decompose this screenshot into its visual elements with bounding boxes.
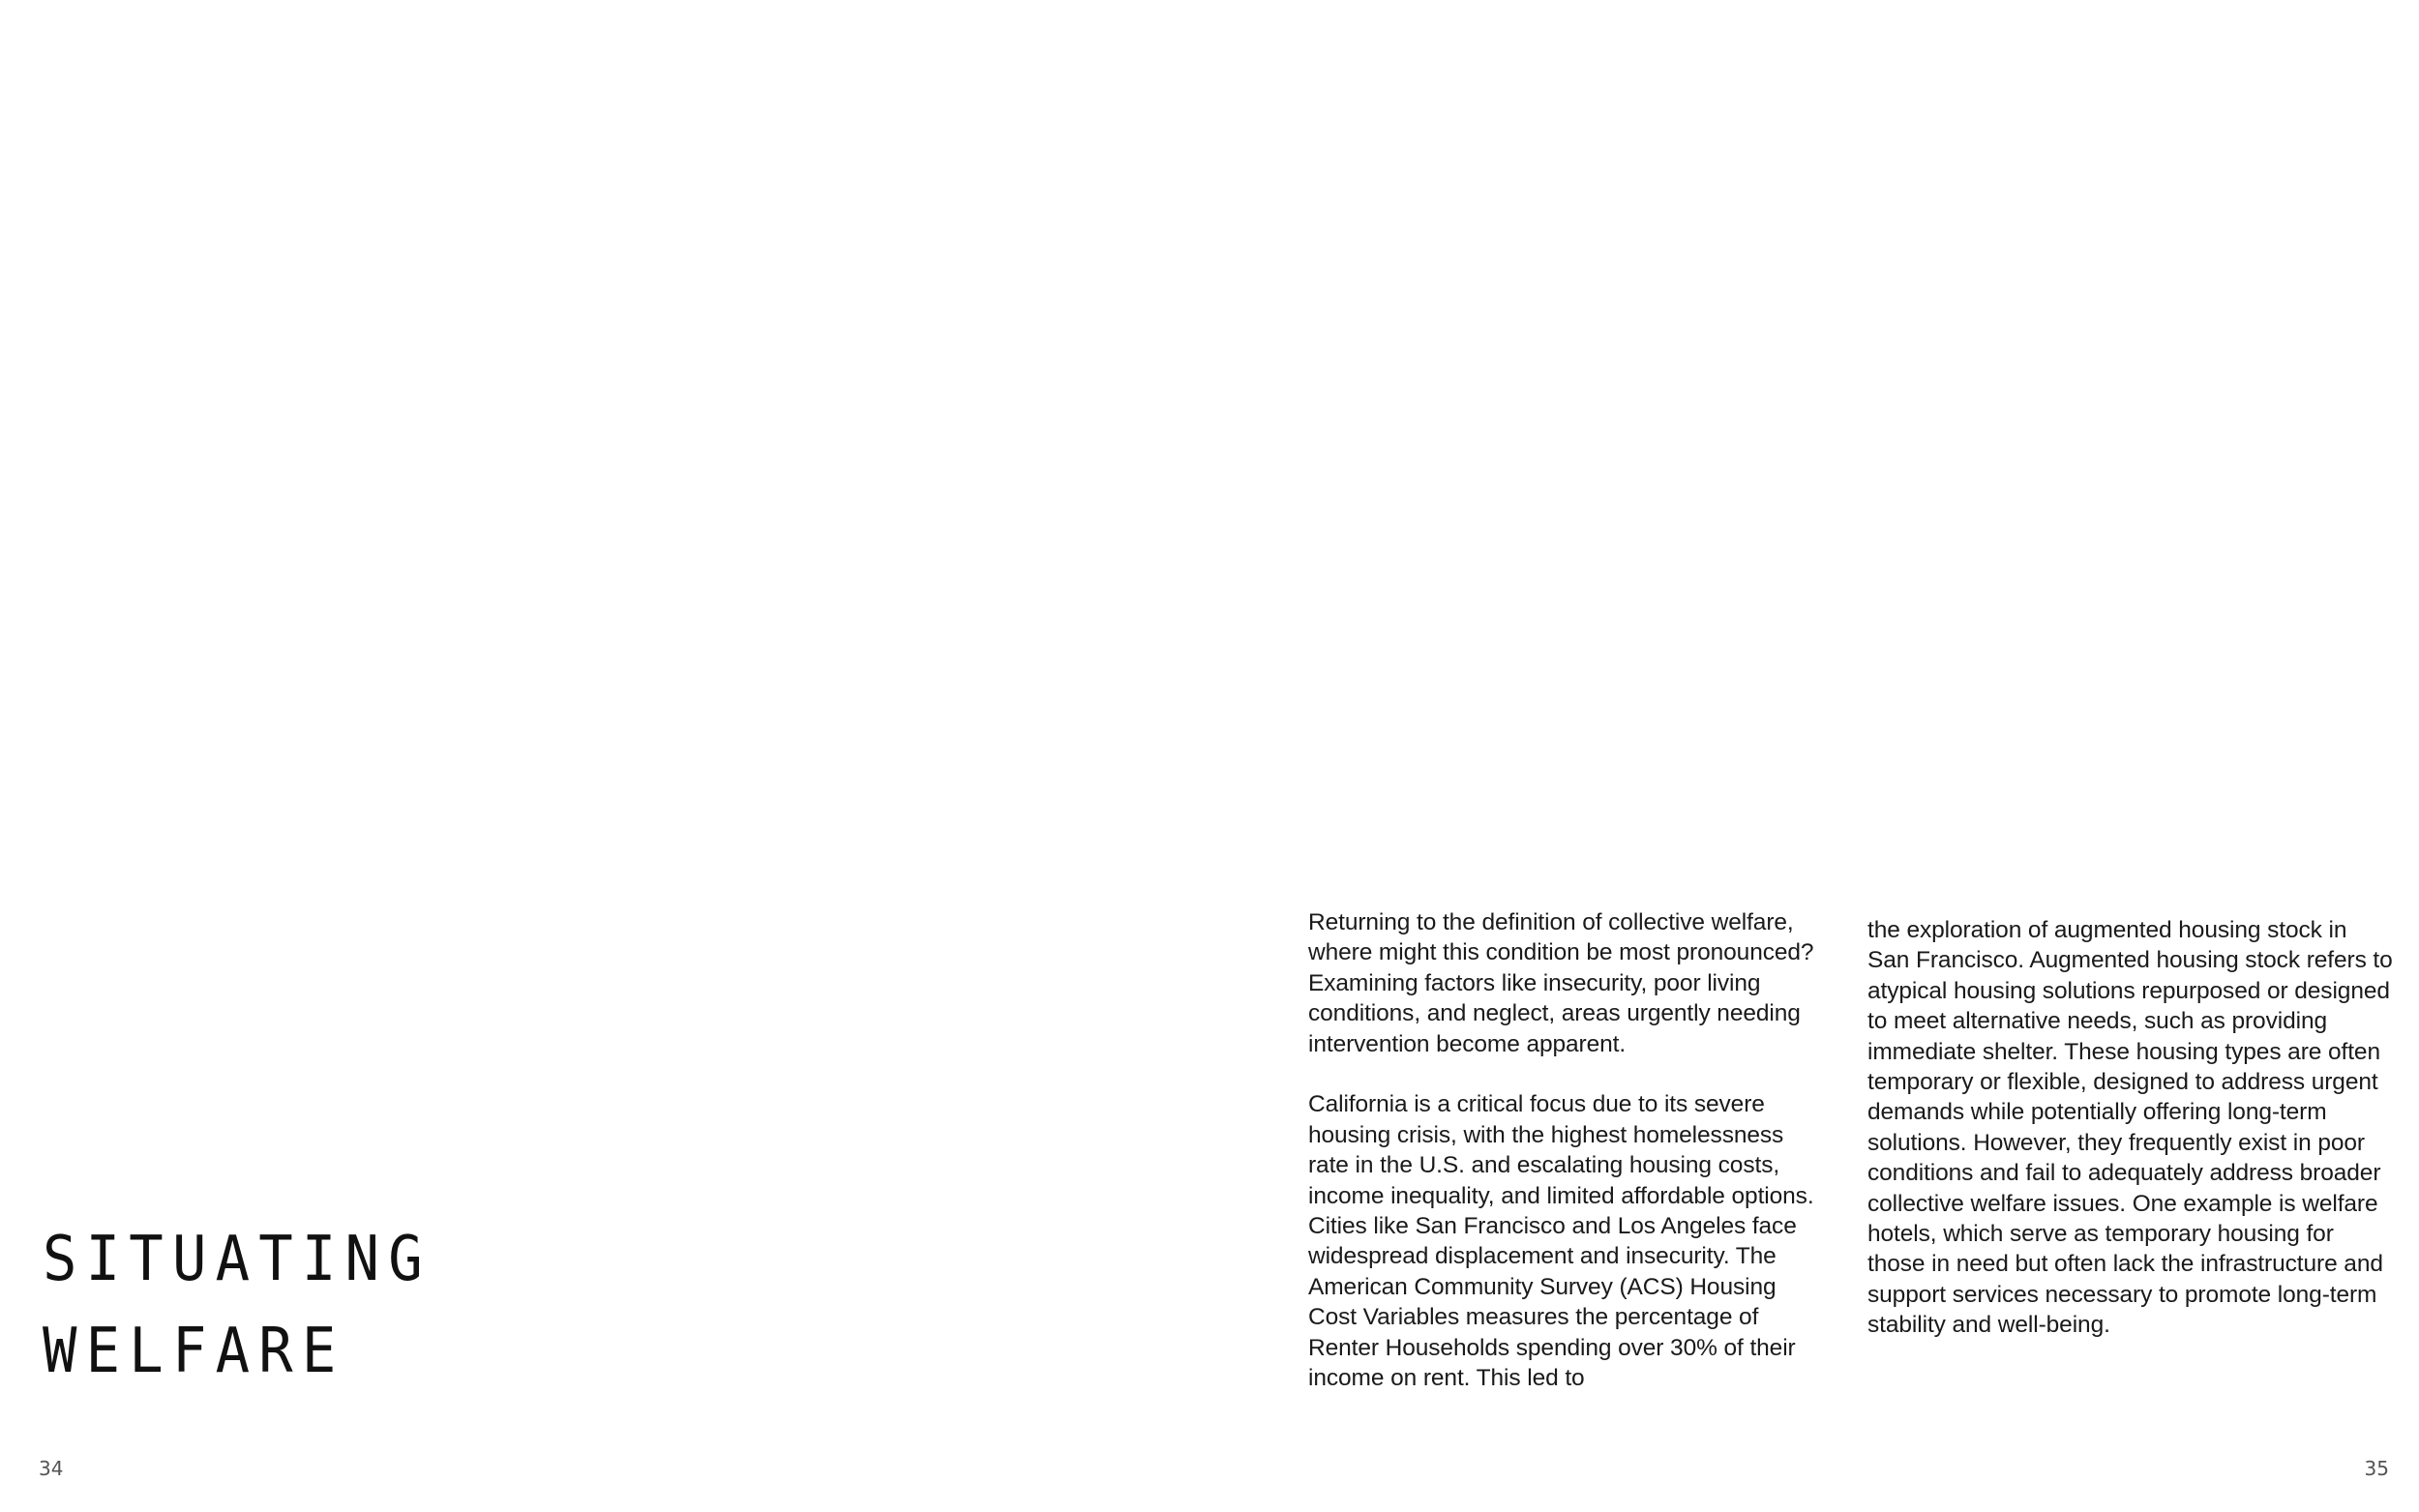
- page-number-right: 35: [2364, 1457, 2389, 1480]
- text-column-left: [1308, 907, 1826, 1393]
- text-column-right: [1867, 915, 2395, 1341]
- section-title-line-1: SITUATING: [43, 1224, 432, 1295]
- body-paragraph: Returning to the definition of collective welfare, where might this condition be most pronounced? Examining factors like insecurity, poor living conditions, and neglect, areas urgently needing intervention become apparent.: [1308, 909, 1814, 1057]
- body-paragraph: California is a critical focus due to its severe housing crisis, with the highest homelessness rate in the U.S. and escalating housing costs, income inequality, and limited affordable options. Cities like San Francisco and Los Angeles face widespread displacement and insecurity. The American Community Survey (ACS) Housing Cost Variables measures the percentage of Renter Households spending over 30% of their income on rent. This led to: [1308, 1091, 1814, 1392]
- page-number-left: 34: [39, 1457, 64, 1480]
- section-title: [43, 1214, 465, 1398]
- section-title-line-2: WELFARE: [43, 1316, 345, 1387]
- body-paragraph: the exploration of augmented housing stock in San Francisco. Augmented housing stock refers to atypical housing solutions repurposed or designed to meet alternative needs, such as providing immediate shelter. These housing types are often temporary or flexible, designed to address urgent demands while potentially offering long-term solutions. However, they frequently exist in poor conditions and fail to adequately address broader collective welfare issues. One example is welfare hotels, which serve as temporary housing for those in need but often lack the infrastructure and support services necessary to promote long-term stability and well-being.: [1867, 917, 2393, 1339]
